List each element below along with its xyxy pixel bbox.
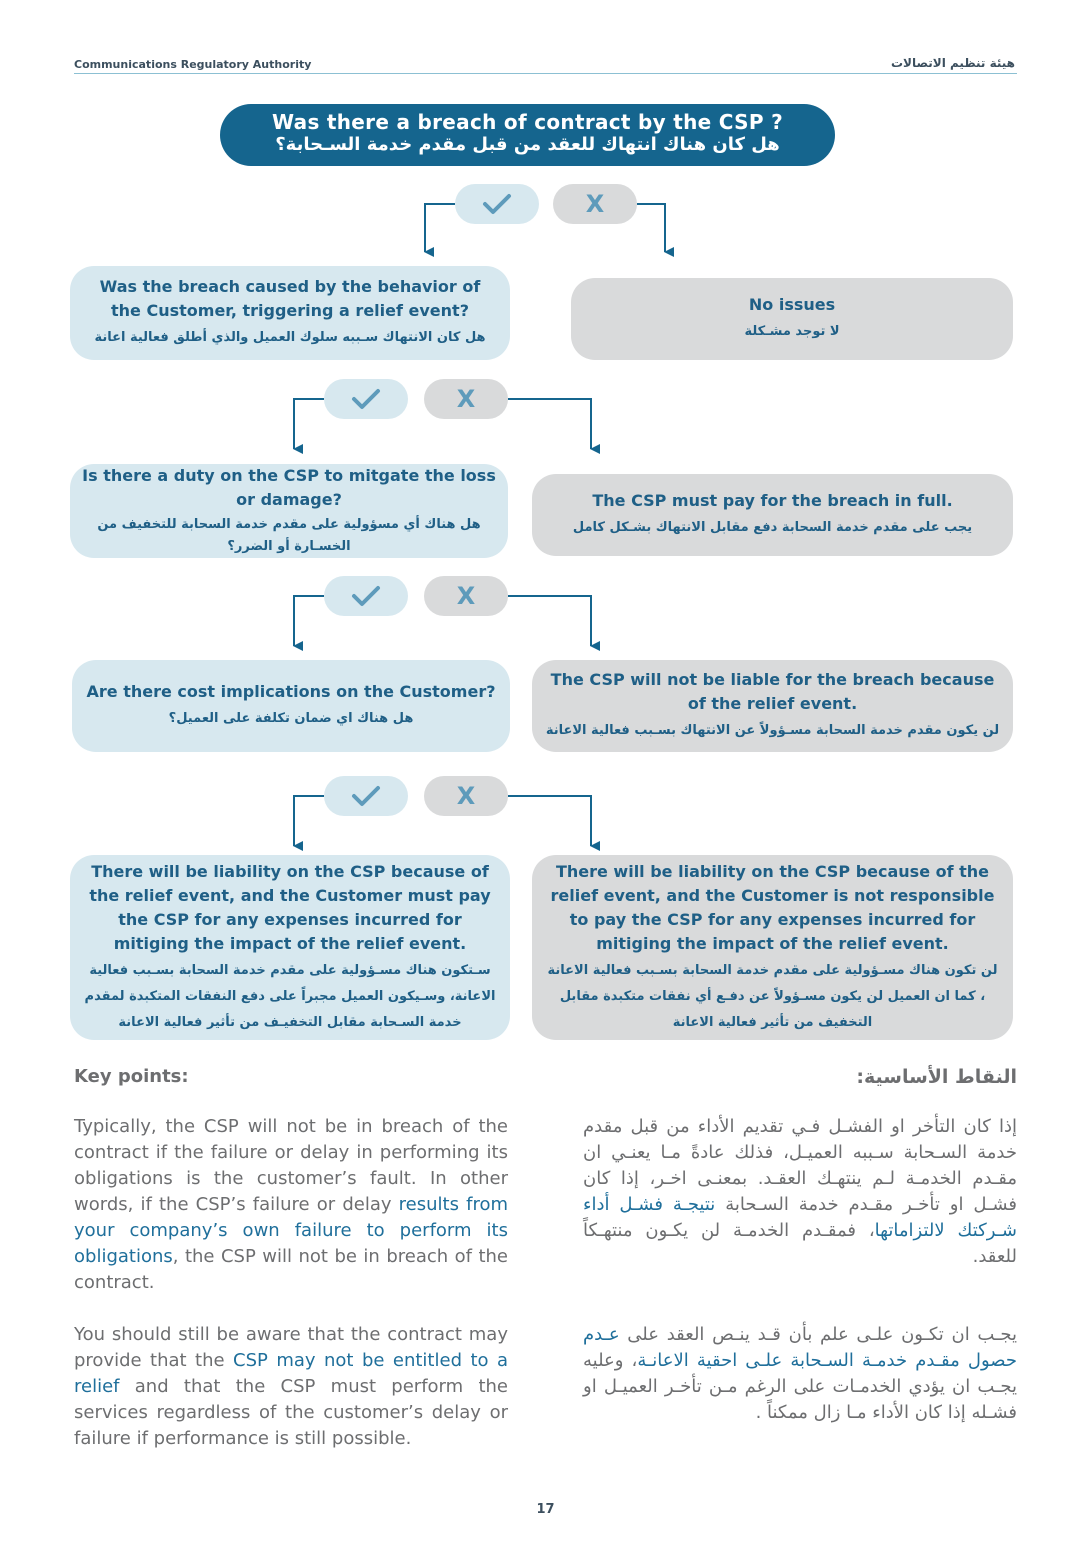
connector-no-4 [508,796,591,846]
yes-pill-1 [455,184,539,224]
x-icon: X [456,782,476,810]
connector-no-3 [508,596,591,646]
check-icon [482,193,512,215]
header-organization-ar: هيئة تنظيم الاتصالات [890,56,1015,70]
connector-no-2 [508,399,591,449]
highlighted-text: CSP may not be entitled to a relief [74,1350,508,1397]
no-pill-4 [424,776,508,816]
yes-pill-4 [324,776,408,816]
box-no-issues [571,278,1013,360]
box-ar: لن تكون هناك مسـؤولية على مقدم خدمة السحابة بسـبب فعالية الاعانة ، كما ان العميل لن يكون مسـؤولاً عن دفـع أي نفقات متكبدة مقابل التخفيف من تأثير فعالية الاعانة [547,962,998,1030]
box-en: The CSP must pay for the breach in full. [592,491,953,510]
box-en: Is there a duty on the CSP to mitgate the loss or damage? [82,466,496,509]
box-ar: لن يكون مقدم خدمة السحابة مسـؤولاً عن الانتهاك بسـبب فعالية الاعانة [545,723,1000,738]
box-csp-pay-in-full [532,474,1013,556]
yes-pill-3 [324,576,408,616]
highlighted-text: عـدم حصول مقـدم خدمـة السـحابة علـى احقية الاعانـة [583,1324,1017,1371]
box-customer-must-pay [70,855,510,1040]
connector-yes-2 [294,399,324,449]
check-icon [351,585,381,607]
box-ar: يجب على مقدم خدمة السحابة دفع مقابل الانتهاك بشـكل كامل [572,520,973,535]
highlighted-text: نتيجـة فشـل أداء شـركتك لالتزاماتها [583,1194,1017,1241]
text-run: ، فمقـدم الخدمـة لن يكـون منتهـكاً للعقد. [583,1220,1017,1267]
header-organization-en: Communications Regulatory Authority [74,58,312,71]
flowchart-title [220,104,835,166]
box-en: No issues [748,295,836,314]
box-en: There will be liability on the CSP because of the relief event, and the Customer is not responsible to pay the CSP for any expenses incurred for mitiging the impact of the relief event. [550,861,995,953]
connector-yes-1 [425,204,455,252]
connector-no-1 [637,204,665,252]
check-icon [351,388,381,410]
key-points-title-en: Key points: [74,1066,189,1087]
box-duty-to-mitigate [70,464,508,558]
x-icon: X [585,190,605,218]
text-run: إذا كان التأخر او الفشـل فـي تقديم الأداء من قبل مقدم خدمة السـحابة سـببه العميـل، فذلك عادةً مـا يعنـي ان مقـدم الخدمـة لـم ينتهـك العقـد. بمعنـى اخـر، إذا كان فشـل او تأخـر مقـدم خدمة السـحابة [583,1116,1017,1215]
x-icon: X [456,385,476,413]
box-breach-caused-by-customer [70,266,510,360]
box-en: The CSP will not be liable for the breach because of the relief event. [550,670,995,713]
box-en: Are there cost implications on the Customer? [86,682,496,701]
no-pill-3 [424,576,508,616]
yes-pill-2 [324,379,408,419]
box-en: There will be liability on the CSP because of the relief event, and the Customer must pay the CSP for any expenses incurred for mitiging the impact of the relief event. [89,861,491,953]
box-ar: هل كان الانتهاك سـببه سلوك العميل والذي أطلق فعالية اعانة [94,330,486,345]
key-point-paragraph-1-ar [583,1114,1017,1270]
box-en: Was the breach caused by the behavior of the Customer, triggering a relief event? [99,277,481,320]
no-pill-1 [553,184,637,224]
box-customer-not-responsible [532,855,1013,1040]
key-point-paragraph-2-ar [583,1322,1017,1426]
title-ar: هل كان هناك انتهاك للعقد من قبل مقدم خدمة السـحابة؟ [275,134,780,155]
key-points-title-ar: النقاط الأساسية: [856,1066,1017,1088]
box-csp-not-liable [532,660,1013,752]
box-cost-implications [72,660,510,752]
x-icon: X [456,582,476,610]
check-icon [351,785,381,807]
title-en: Was there a breach of contract by the CSP ? [272,110,783,134]
text-run: ، وعليه يجـب ان يؤدي الخدمـات على الرغم مـن تأخـر العميـل او فشـله إذا كان الأداء مـا زال ممكناً . [583,1350,1017,1423]
text-run: Typically, the CSP will not be in breach of the contract if the failure or delay in performing its obligations is the customer’s fault. In other words, if the CSP’s failure or delay [74,1116,508,1215]
text-run: and that the CSP must perform the services regardless of the customer’s delay or failure if performance is still possible. [74,1376,508,1449]
connector-yes-3 [294,596,324,646]
text-run: , the CSP will not be in breach of the contract. [74,1246,508,1293]
box-ar: هل هناك اي ضمان تكلفة على العميل؟ [168,711,414,726]
page-number: 17 [536,1502,555,1517]
no-pill-2 [424,379,508,419]
box-ar: سـتكون هناك مسـؤولية على مقدم خدمة السحابة بسـبب فعالية الاعانة، وسـيكون العميل مجبراً على دفع النفقات المتكبدة لمقدم خدمة السـحابة مقابل التخفيـف من تأثير فعالية الاعانة [84,962,496,1030]
highlighted-text: results from your company’s own failure to perform its obligations [74,1194,508,1267]
box-ar: لا توجد مشـكلة [744,324,840,339]
key-point-paragraph-2-en [74,1322,508,1452]
connector-yes-4 [294,796,324,846]
box-ar: هل هناك أي مسؤولية على مقدم خدمة السحابة للتخفيف من الخسـارة أو الضرر؟ [97,517,481,554]
key-point-paragraph-1-en [74,1114,508,1296]
text-run: يجـب ان تكـون علـى علم بأن قـد ينـص العقد على [619,1324,1017,1345]
text-run: You should still be aware that the contract may provide that the [74,1324,508,1371]
